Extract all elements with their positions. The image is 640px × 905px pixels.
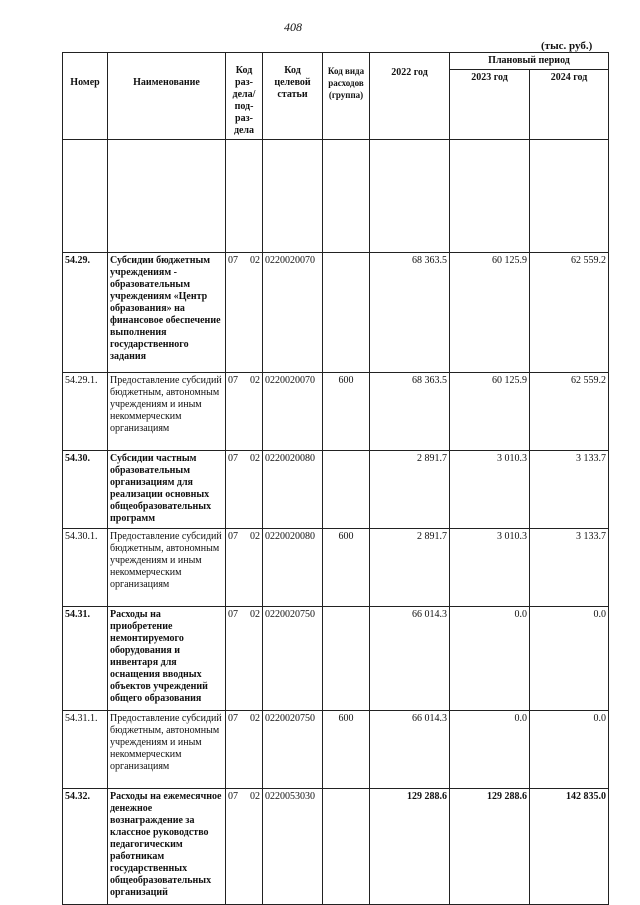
col-header-2023: 2023 год bbox=[450, 70, 530, 140]
row-expense-type bbox=[323, 607, 370, 711]
row-section: 07 02 bbox=[226, 373, 263, 451]
col-header-expense-type: Код вида расходов (группа) bbox=[323, 53, 370, 140]
col-header-target: Код целевой статьи bbox=[263, 53, 323, 140]
col-header-planning-period: Плановый период bbox=[450, 53, 609, 70]
row-2024: 3 133.7 bbox=[530, 451, 609, 529]
row-target: 0220020750 bbox=[263, 607, 323, 711]
row-number: 54.30. bbox=[63, 451, 108, 529]
row-2022: 2 891.7 bbox=[370, 529, 450, 607]
table-row bbox=[63, 529, 609, 607]
table-body bbox=[63, 253, 609, 905]
row-target: 0220020070 bbox=[263, 253, 323, 373]
row-number: 54.29. bbox=[63, 253, 108, 373]
row-target: 0220020080 bbox=[263, 451, 323, 529]
row-expense-type bbox=[323, 789, 370, 905]
table-row bbox=[63, 451, 609, 529]
row-section: 07 02 bbox=[226, 529, 263, 607]
row-2023: 3 010.3 bbox=[450, 529, 530, 607]
row-name: Предоставление субсидий бюджетным, автономным учреждениям и иным некоммерческим организациям bbox=[108, 529, 226, 607]
row-2023: 0.0 bbox=[450, 607, 530, 711]
row-2023: 60 125.9 bbox=[450, 253, 530, 373]
table-row bbox=[63, 607, 609, 711]
units-label: (тыс. руб.) bbox=[541, 40, 593, 52]
table-row bbox=[63, 711, 609, 789]
row-2023: 0.0 bbox=[450, 711, 530, 789]
row-name: Субсидии частным образовательным организациям для реализации основных общеобразовательных программ bbox=[108, 451, 226, 529]
row-target: 0220020080 bbox=[263, 529, 323, 607]
row-number: 54.30.1. bbox=[63, 529, 108, 607]
budget-table bbox=[62, 52, 609, 905]
row-target: 0220020750 bbox=[263, 711, 323, 789]
row-number: 54.31.1. bbox=[63, 711, 108, 789]
row-expense-type bbox=[323, 253, 370, 373]
table-row bbox=[63, 789, 609, 905]
row-section: 07 02 bbox=[226, 711, 263, 789]
row-expense-type bbox=[323, 451, 370, 529]
row-2024: 0.0 bbox=[530, 607, 609, 711]
row-name: Предоставление субсидий бюджетным, автономным учреждениям и иным некоммерческим организациям bbox=[108, 373, 226, 451]
col-header-2022: 2022 год bbox=[370, 53, 450, 140]
row-name: Расходы на приобретение немонтируемого оборудования и инвентаря для оснащения вводных объектов учреждений общего образования bbox=[108, 607, 226, 711]
row-expense-type: 600 bbox=[323, 373, 370, 451]
row-name: Предоставление субсидий бюджетным, автономным учреждениям и иным некоммерческим организациям bbox=[108, 711, 226, 789]
row-2022: 68 363.5 bbox=[370, 253, 450, 373]
header-gap-row bbox=[63, 140, 609, 253]
row-2023: 3 010.3 bbox=[450, 451, 530, 529]
row-number: 54.31. bbox=[63, 607, 108, 711]
row-2022: 66 014.3 bbox=[370, 607, 450, 711]
row-2023: 129 288.6 bbox=[450, 789, 530, 905]
row-section: 07 02 bbox=[226, 607, 263, 711]
row-expense-type: 600 bbox=[323, 529, 370, 607]
row-number: 54.29.1. bbox=[63, 373, 108, 451]
row-2023: 60 125.9 bbox=[450, 373, 530, 451]
row-2022: 2 891.7 bbox=[370, 451, 450, 529]
row-2022: 68 363.5 bbox=[370, 373, 450, 451]
col-header-section: Код раз- дела/ под- раз- дела bbox=[226, 53, 263, 140]
col-header-2024: 2024 год bbox=[530, 70, 609, 140]
row-number: 54.32. bbox=[63, 789, 108, 905]
row-2022: 129 288.6 bbox=[370, 789, 450, 905]
row-2024: 142 835.0 bbox=[530, 789, 609, 905]
table-row bbox=[63, 253, 609, 373]
row-section: 07 02 bbox=[226, 253, 263, 373]
table-row bbox=[63, 373, 609, 451]
row-2024: 62 559.2 bbox=[530, 373, 609, 451]
row-name: Расходы на ежемесячное денежное вознаграждение за классное руководство педагогическим работникам государственных общеобразовательных организаций bbox=[108, 789, 226, 905]
row-2024: 0.0 bbox=[530, 711, 609, 789]
page-number: 408 bbox=[284, 20, 302, 34]
row-section: 07 02 bbox=[226, 451, 263, 529]
row-name: Субсидии бюджетным учреждениям - образовательным учреждениям «Центр образования» на финансовое обеспечение выполнения государственного задания bbox=[108, 253, 226, 373]
row-2024: 3 133.7 bbox=[530, 529, 609, 607]
row-2024: 62 559.2 bbox=[530, 253, 609, 373]
row-expense-type: 600 bbox=[323, 711, 370, 789]
row-section: 07 02 bbox=[226, 789, 263, 905]
row-target: 0220053030 bbox=[263, 789, 323, 905]
col-header-number: Номер bbox=[63, 53, 108, 140]
col-header-name: Наименование bbox=[108, 53, 226, 140]
row-target: 0220020070 bbox=[263, 373, 323, 451]
row-2022: 66 014.3 bbox=[370, 711, 450, 789]
